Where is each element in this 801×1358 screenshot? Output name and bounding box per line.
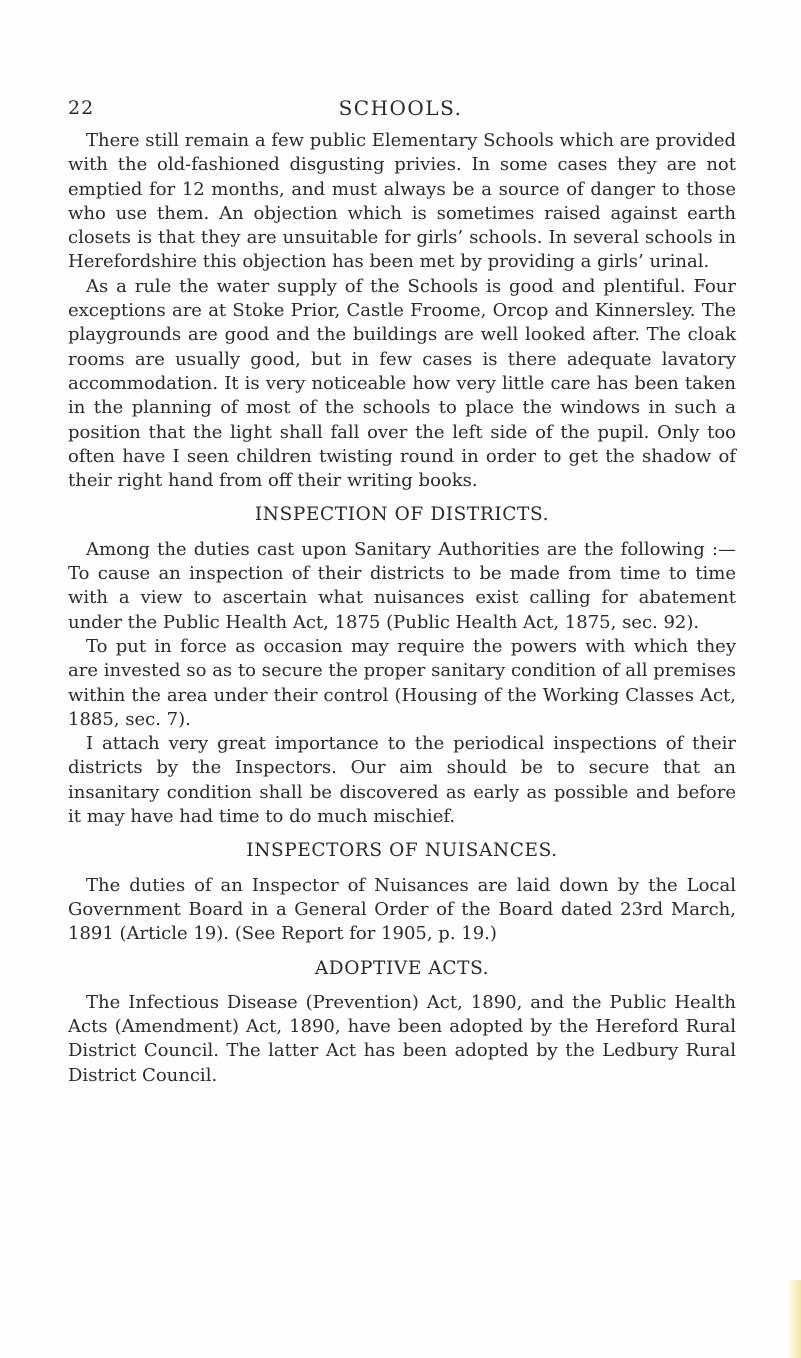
paragraph-sanitary-duties: Among the duties cast upon Sanitary Authorities are the following :—To cause an inspection of their districts to be made from time to time with a view to ascertain what nuisances exist calling for abatement under the Public Health Act, 1875 (Public Health Act, 1875, sec. 92). [68,538,736,633]
paper-edge-stain [787,1280,801,1358]
paragraph-inspector-duties: The duties of an Inspector of Nuisances are laid down by the Local Government Board in a General Order of the Board dated 23rd March, 1891 (Article 19). (See Report for 1905, p. 19.) [68,874,736,945]
body-text [68,129,736,1088]
paragraph-privies: There still remain a few public Elementary Schools which are provided with the old-fashioned disgusting privies. In some cases they are not emptied for 12 months, and must always be a source of danger to those who use them. An objection which is sometimes raised against earth closets is that they are unsuitable for girls’ schools. In several schools in Herefordshire this objection has been met by providing a girls’ urinal. [68,130,736,273]
paragraph-periodical-inspections: I attach very great importance to the periodical inspections of their districts by the Inspectors. Our aim should be to secure that an insanitary condition shall be discovered as early as possible and before it may have had time to do much mischief. [68,733,736,828]
heading-adoptive-acts: ADOPTIVE ACTS. [314,957,490,979]
paragraph-powers: To put in force as occasion may require the powers with which they are invested so as to secure the proper sanitary condition of all premises within the area under their control (Housing of the Working Classes Act, 1885, sec. 7). [68,635,736,730]
paragraph-water-supply: As a rule the water supply of the Schools is good and plentiful. Four exceptions are at Stoke Prior, Castle Froome, Orcop and Kinnersley. The playgrounds are good and the buildings are well looked after. The cloak rooms are usually good, but in few cases is there adequate lavatory accommodation. It is very noticeable how very little care has been taken in the planning of most of the schools to place the windows in such a position that the light shall fall over the left side of the pupil. Only too often have I seen children twisting round in order to get the shadow of their right hand from off their writing books. [68,275,736,492]
page-number: 22 [68,97,95,119]
paragraph-adoptive-acts: The Infectious Disease (Prevention) Act, 1890, and the Public Health Acts (Amendment) Act, 1890, have been adopted by the Hereford Rural District Council. The latter Act has been adopted by the Ledbury Rural District Council. [68,991,736,1086]
heading-inspection-of-districts: INSPECTION OF DISTRICTS. [254,504,550,526]
running-title: SCHOOLS. [338,96,463,120]
heading-inspectors-of-nuisances: INSPECTORS OF NUISANCES. [246,840,558,862]
